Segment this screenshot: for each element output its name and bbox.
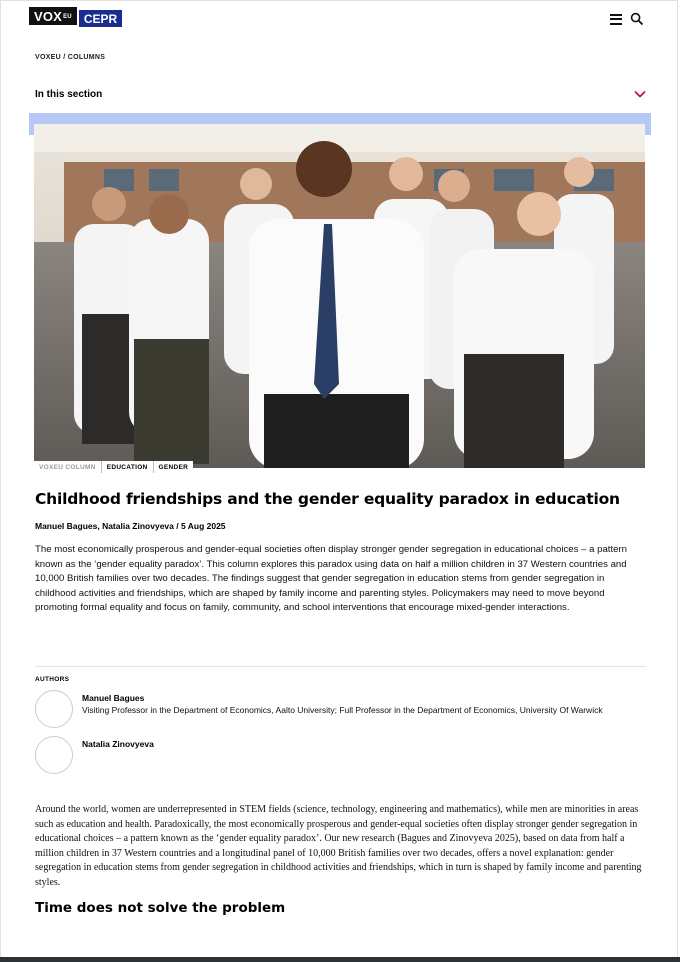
author-card[interactable] bbox=[35, 736, 154, 774]
article-byline: Manuel Bagues, Natalia Zinovyeva / 5 Aug 2025 bbox=[35, 521, 226, 531]
tag-voxeu-column[interactable]: VOXEU COLUMN bbox=[34, 461, 102, 473]
author-role: Visiting Professor in the Department of Economics, Aalto University; Full Professor in the Department of Economics, University Of Warwick bbox=[82, 705, 603, 715]
author-name[interactable]: Natalia Zinovyeva bbox=[82, 739, 154, 749]
logo-cepr: CEPR bbox=[79, 10, 122, 27]
article-title: Childhood friendships and the gender equality paradox in education bbox=[35, 490, 620, 508]
author-card[interactable] bbox=[35, 690, 603, 728]
avatar[interactable] bbox=[35, 690, 73, 728]
authors-heading: AUTHORS bbox=[35, 676, 70, 683]
logo-vox: $VOX^{EU}$ bbox=[29, 7, 77, 25]
avatar[interactable] bbox=[35, 736, 73, 774]
article-lede: The most economically prosperous and gender-equal societies often display stronger gender segregation in educational choices – a pattern known as the ‘gender equality paradox’. This column explores this paradox using data on half a million children in 37 Western countries and 10,000 British families over two decades. The findings suggest that gender segregation in education stems from gender segregation in childhood activities and friendships, which are shaped by family income and parenting styles. Policymakers may need to move beyond promoting formal equality and focus on family, community, and school interventions that encourage mixed-gender interactions. bbox=[35, 544, 627, 613]
tag-education[interactable]: EDUCATION bbox=[102, 461, 154, 473]
in-this-section-toggle[interactable] bbox=[35, 84, 646, 104]
section-heading: Time does not solve the problem bbox=[35, 900, 286, 916]
tag-gender[interactable]: GENDER bbox=[158, 464, 189, 471]
site-logo[interactable] bbox=[29, 7, 122, 27]
breadcrumb[interactable]: VOXEU / COLUMNS bbox=[35, 54, 106, 61]
students-photo-icon bbox=[34, 124, 645, 468]
chevron-down-icon bbox=[634, 90, 646, 98]
hamburger-menu-icon[interactable] bbox=[610, 14, 622, 24]
divider bbox=[35, 666, 646, 667]
article-body: Around the world, women are underrepresented in STEM fields (science, technology, engineering and mathematics), while men are minorities in areas such as education and health. Paradoxically, the most economically prosperous and gender-equal societies often display stronger gender segregation in educational choices – a pattern known as the ‘gender equality paradox’. Our new research (Bagues and Zinovyeva 2025), based on data from half a million children in 37 Western countries and a longitudinal panel of 10,000 British families over two decades, offers a novel explanation: gender segregation in education stems from gender segregation in childhood activities and friendships, which in turn is shaped by family income and parenting styles. bbox=[35, 804, 642, 888]
author-name[interactable]: Manuel Bagues bbox=[82, 693, 145, 703]
search-icon[interactable] bbox=[630, 12, 644, 26]
section-toggle-label: In this section bbox=[35, 88, 103, 100]
article-tags bbox=[34, 461, 193, 473]
bottom-bar bbox=[0, 957, 680, 962]
hero-image bbox=[34, 124, 645, 468]
